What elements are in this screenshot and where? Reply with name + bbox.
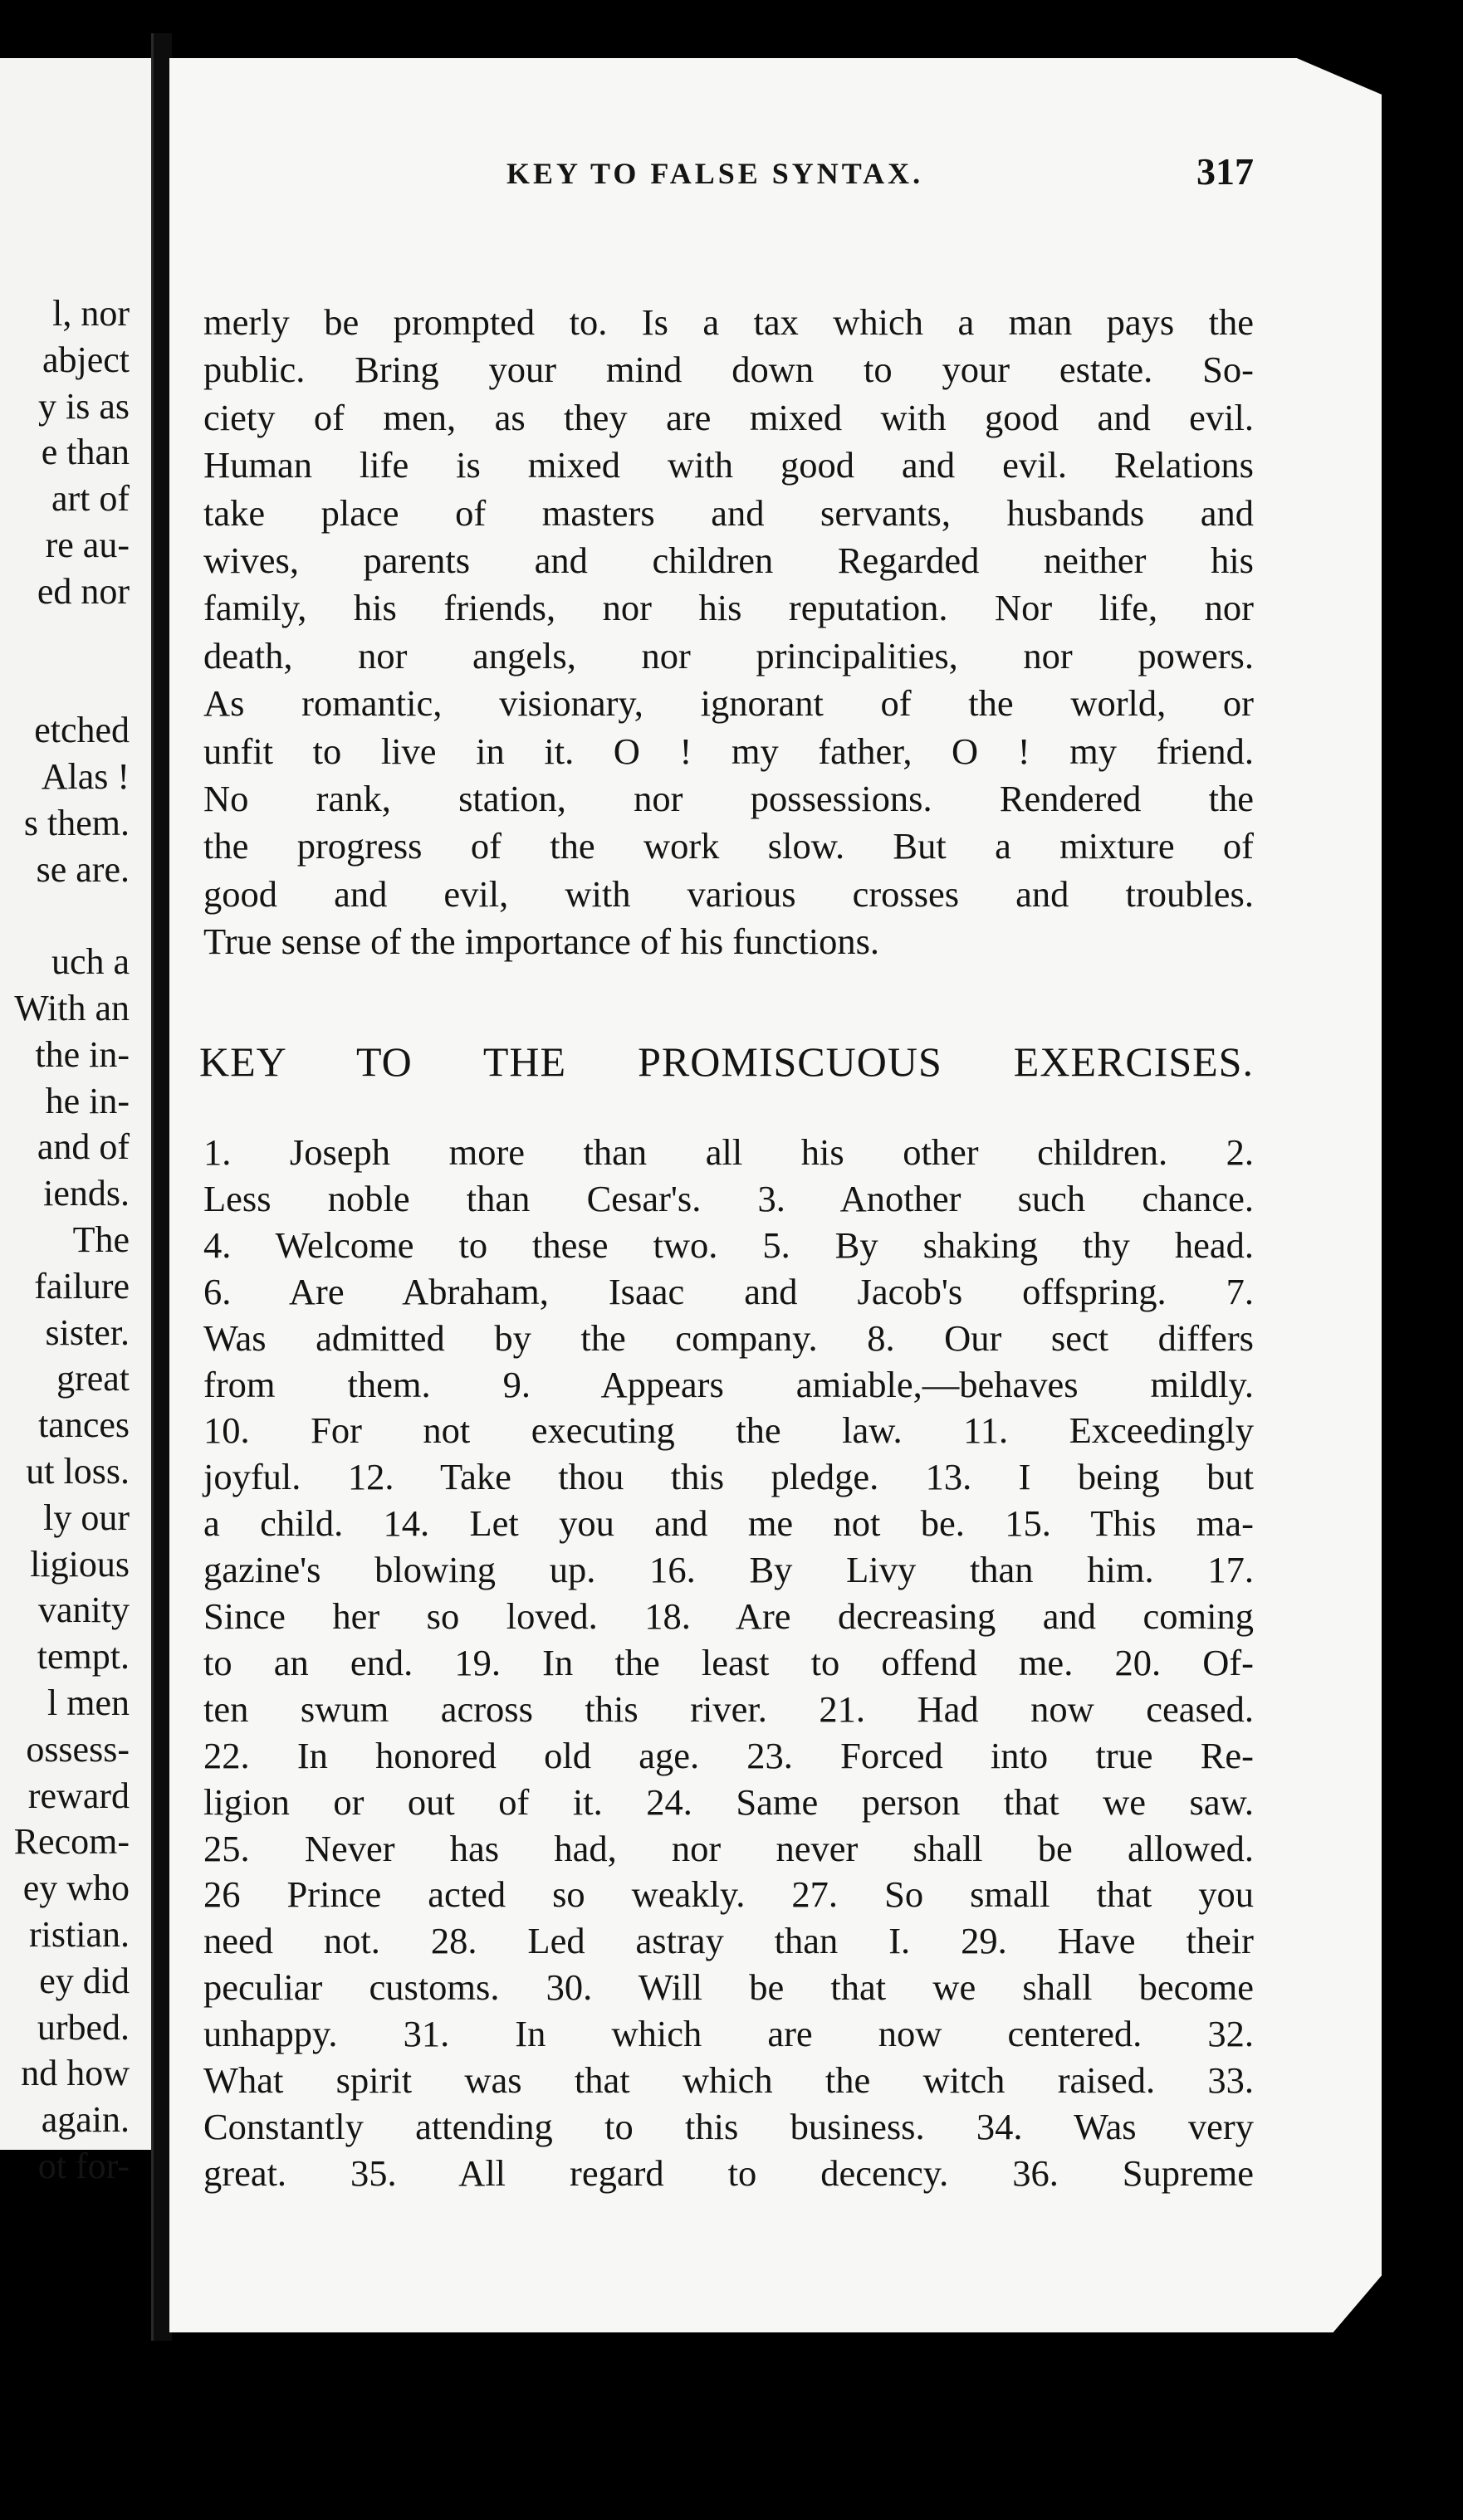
left-page-line: ut loss. [26,1451,130,1492]
text-line: Was admitted by the company. 8. Our sect differs [203,1316,1254,1359]
left-page-line: With an [14,988,130,1028]
page-number: 317 [1196,150,1254,193]
text-line: death, nor angels, nor principalities, nor powers. [203,634,1254,676]
left-page-line: Alas ! [41,756,130,797]
text-line: take place of masters and servants, husbands and [203,491,1254,534]
left-page-edge [0,58,151,2186]
text-line: Human life is mixed with good and evil. Relations [203,444,1254,486]
text-line: unfit to live in it. O ! my father, O ! my friend. [203,730,1254,772]
text-line: True sense of the importance of his functions. [203,921,880,963]
text-line: Since her so loved. 18. Are decreasing and coming [203,1595,1254,1637]
text-line: merly be prompted to. Is a tax which a man pays the [203,301,1254,343]
running-header [332,149,1254,199]
text-line: 10. For not executing the law. 11. Exceedingly [203,1409,1254,1452]
left-page-line: great [56,1358,130,1399]
text-line: wives, parents and children Regarded neither his [203,540,1254,581]
text-line: No rank, station, nor possessions. Rendered the [203,778,1254,819]
left-page-line: urbed. [37,2006,130,2048]
left-page-line: l, nor [52,293,130,334]
text-line: ligion or out of it. 24. Same person that we saw. [203,1780,1254,1823]
left-page-line: ly our [43,1497,130,1538]
left-page-line: tempt. [37,1636,130,1678]
left-page-line: nd how [21,2053,130,2094]
left-page-line: and of [37,1126,130,1168]
text-line: As romantic, visionary, ignorant of the world, or [203,682,1254,725]
left-page-line: failure [34,1265,130,1306]
left-page-line: Recom- [13,1821,130,1863]
text-line: unhappy. 31. In which are now centered. 32. [203,2013,1254,2055]
left-page-line: The [72,1219,130,1260]
left-page-line: etched [34,710,130,751]
left-page-line: ed nor [37,570,130,612]
left-page-line: se are. [36,848,130,890]
text-line: joyful. 12. Take thou this pledge. 13. I being but [203,1456,1254,1498]
text-line: a child. 14. Let you and me not be. 15. This ma- [203,1502,1254,1545]
text-line: gazine's blowing up. 16. By Livy than him. 17. [203,1549,1254,1591]
section-heading: KEY TO THE PROMISCUOUS EXERCISES. [199,1038,1254,1085]
left-page-line: the in- [35,1033,130,1075]
text-line: 22. In honored old age. 23. Forced into true Re- [203,1734,1254,1776]
text-line: family, his friends, nor his reputation. Nor life, nor [203,587,1254,629]
left-page-line: sister. [45,1311,130,1353]
text-line: good and evil, with various crosses and troubles. [203,872,1254,915]
text-line: Constantly attending to this business. 34. Was very [203,2105,1254,2147]
left-page-line: ligious [30,1543,130,1585]
left-page-line: ey did [39,1960,130,2001]
text-line: ciety of men, as they are mixed with good and evil. [203,396,1254,438]
left-page-line: abject [42,339,130,380]
left-page-line: e than [41,432,130,473]
text-line: public. Bring your mind down to your estate. So- [203,349,1254,391]
header-title: KEY TO FALSE SYNTAX. [506,157,924,190]
left-page-line: y is as [38,385,130,427]
left-page-line: l men [47,1682,130,1723]
text-line: 4. Welcome to these two. 5. By shaking thy head. [203,1223,1254,1266]
book-gutter [151,33,172,2341]
left-page-line: ot for- [37,2146,130,2186]
left-page-line: tances [38,1404,130,1446]
left-page-line: re au- [45,525,130,565]
left-page-line: ey who [22,1868,130,1909]
text-line: from them. 9. Appears amiable,—behaves mildly. [203,1363,1254,1405]
left-page-line: s them. [23,802,130,843]
text-line: 1. Joseph more than all his other children. 2. [203,1131,1254,1173]
text-line: Less noble than Cesar's. 3. Another such chance. [203,1177,1254,1219]
left-page-line: ossess- [26,1728,130,1770]
text-line: to an end. 19. In the least to offend me. 20. Of- [203,1641,1254,1683]
text-line: ten swum across this river. 21. Had now ceased. [203,1687,1254,1730]
text-line: What spirit was that which the witch raised. 33. [203,2059,1254,2101]
left-page-line: ristian. [29,1914,130,1955]
left-page-line: reward [27,1775,130,1816]
left-page-line: art of [51,478,130,520]
text-line: 26 Prince acted so weakly. 27. So small that you [203,1873,1254,1916]
text-line: 6. Are Abraham, Isaac and Jacob's offspring. 7. [203,1270,1254,1312]
text-line: need not. 28. Led astray than I. 29. Have their [203,1920,1254,1962]
left-page-line: again. [41,2099,130,2141]
text-line: 25. Never has had, nor never shall be allowed. [203,1827,1254,1869]
left-page-line: he in- [45,1080,130,1121]
left-page-line: uch a [51,941,130,983]
left-page-line: iends. [43,1173,130,1214]
text-line: great. 35. All regard to decency. 36. Supreme [203,2151,1254,2194]
left-page-line: vanity [38,1590,130,1631]
text-line: peculiar customs. 30. Will be that we shall become [203,1966,1254,2009]
text-line: the progress of the work slow. But a mixture of [203,825,1254,867]
